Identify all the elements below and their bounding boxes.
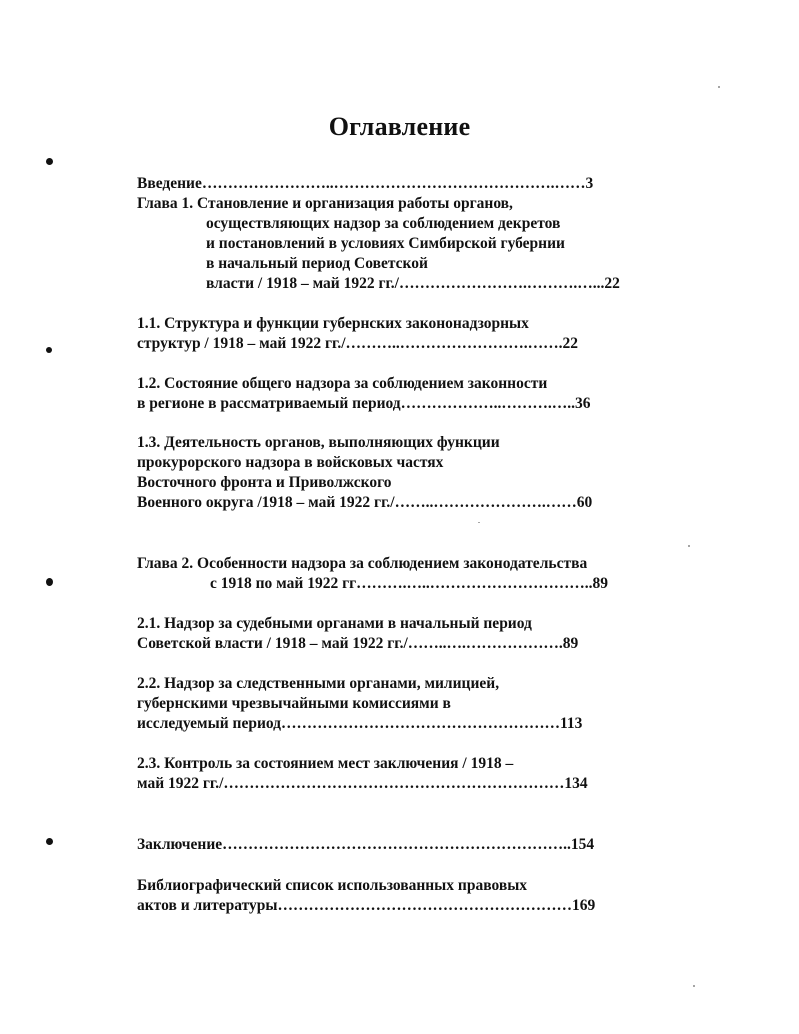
toc-section-1-2-line-1: 1.2. Состояние общего надзора за соблюдением законности	[137, 375, 548, 392]
toc-section-1-3-line-1: 1.3. Деятельность органов, выполняющих функции	[137, 434, 500, 451]
toc-section-2-2-line-2: губернскими чрезвычайными комиссиями в	[137, 695, 451, 712]
toc-chapter-1-line-5: власти / 1918 – май 1922 гг./…………………….……….…...22	[206, 275, 620, 292]
toc-section-1-2-line-2: в регионе в рассматриваемый период………………..……….…..36	[137, 395, 591, 412]
scan-speck	[718, 86, 720, 88]
binder-hole-mark	[46, 838, 53, 845]
toc-chapter-1-line-4: в начальный период Советской	[206, 255, 428, 272]
scan-speck	[693, 985, 695, 987]
toc-chapter-1-line-3: и постановлений в условиях Симбирской губернии	[206, 235, 565, 252]
binder-hole-mark	[46, 347, 52, 353]
scan-speck	[688, 545, 690, 547]
toc-chapter-2-line-1: Глава 2. Особенности надзора за соблюдением законодательства	[137, 555, 588, 572]
toc-section-2-3-line-2: май 1922 гг./…………………………………………………………134	[137, 775, 588, 792]
toc-entry-conclusion: Заключение…………………………………………………………..154	[137, 836, 595, 853]
page-title: Оглавление	[328, 112, 471, 141]
toc-chapter-1-line-2: осуществляющих надзор за соблюдением декретов	[206, 215, 561, 232]
toc-section-1-3-line-2: прокурорского надзора в войсковых частях	[137, 454, 444, 471]
binder-hole-mark	[46, 158, 53, 165]
toc-chapter-1-line-1: Глава 1. Становление и организация работы органов,	[137, 195, 513, 212]
toc-section-1-1-line-1: 1.1. Структура и функции губернских закононадзорных	[137, 315, 529, 332]
binder-hole-mark	[46, 578, 53, 586]
scan-speck	[478, 522, 480, 523]
toc-entry-introduction: Введение……………………..…………………………………….……3	[137, 175, 594, 192]
toc-chapter-2-line-2: с 1918 по май 1922 гг……….…..…………………………..89	[210, 575, 609, 592]
toc-bibliography-line-1: Библиографический список использованных правовых	[137, 877, 528, 894]
toc-section-1-3-line-3: Восточного фронта и Приволжского	[137, 474, 392, 491]
toc-section-2-1-line-1: 2.1. Надзор за судебными органами в начальный период	[137, 615, 532, 632]
toc-section-1-1-line-2: структур / 1918 – май 1922 гг./………..…………………….…….22	[137, 335, 579, 352]
toc-section-2-3-line-1: 2.3. Контроль за состоянием мест заключения / 1918 –	[137, 755, 514, 772]
toc-section-1-3-line-4: Военного округа /1918 – май 1922 гг./……..………………….……60	[137, 494, 593, 511]
toc-section-2-2-line-1: 2.2. Надзор за следственными органами, милицией,	[137, 675, 500, 692]
toc-section-2-2-line-3: исследуемый период………………………………………………113	[137, 715, 583, 732]
toc-section-2-1-line-2: Советской власти / 1918 – май 1922 гг./……..….……………….89	[137, 635, 579, 652]
toc-bibliography-line-2: актов и литературы…………………………………………………169	[137, 897, 596, 914]
